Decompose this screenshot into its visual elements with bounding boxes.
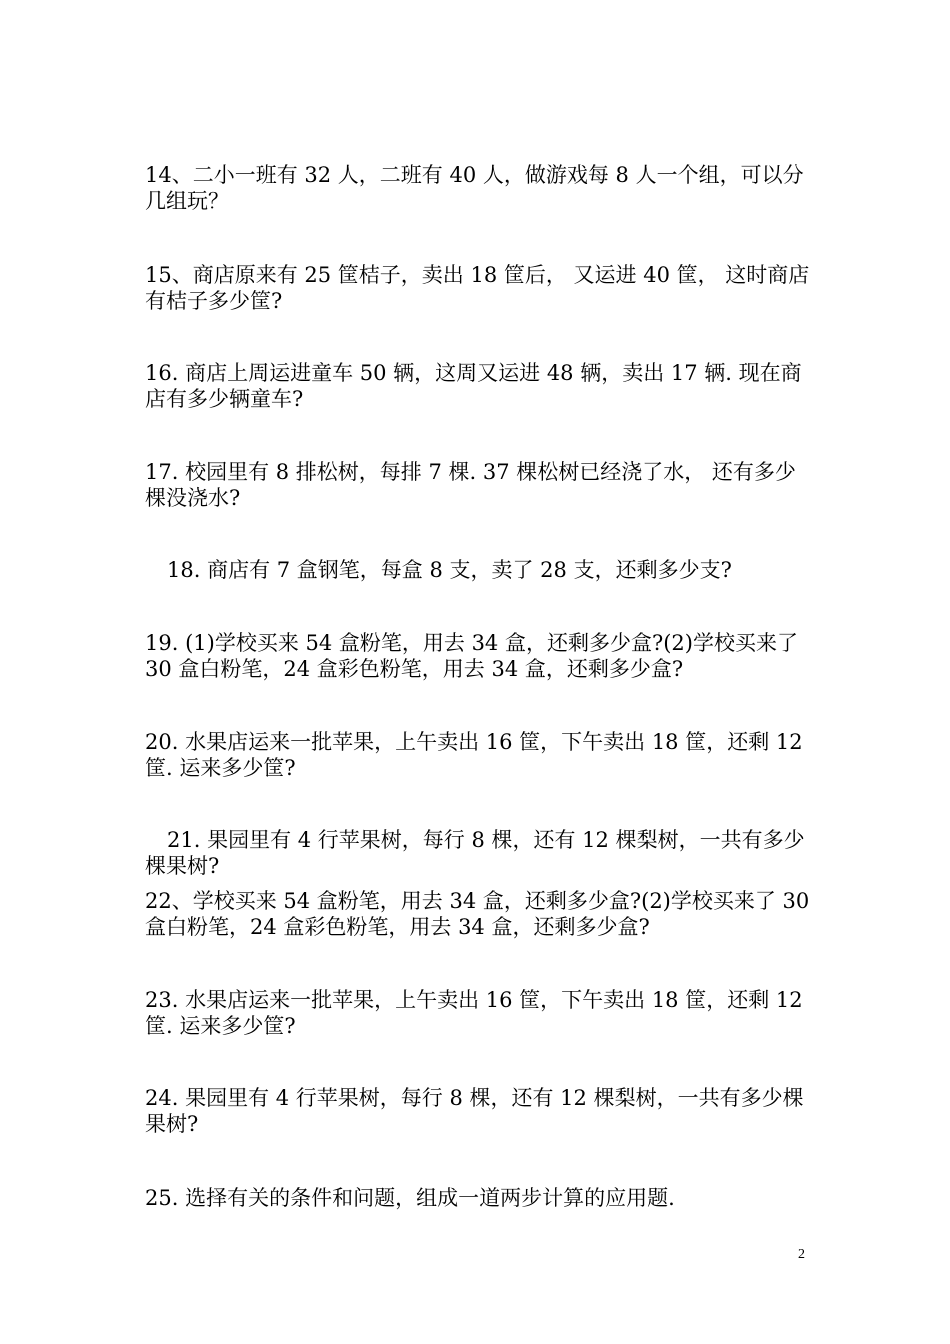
question-18: 18. 商店有 7 盒钢笔，每盒 8 支，卖了 28 支，还剩多少支? xyxy=(167,558,732,582)
page-number: 2 xyxy=(798,1247,805,1262)
question-24: 24. 果园里有 4 行苹果树，每行 8 棵，还有 12 棵梨树，一共有多少棵果树? xyxy=(145,1086,804,1136)
question-14: 14、二小一班有 32 人，二班有 40 人，做游戏每 8 人一个组，可以分几组玩？ xyxy=(145,163,804,213)
question-22: 22、学校买来 54 盒粉笔，用去 34 盒，还剩多少盒?(2)学校买来了 30 盒白粉笔，24 盒彩色粉笔，用去 34 盒，还剩多少盒? xyxy=(145,889,810,939)
question-25: 25. 选择有关的条件和问题，组成一道两步计算的应用题. xyxy=(145,1186,675,1210)
question-19: 19. (1)学校买来 54 盒粉笔，用去 34 盒，还剩多少盒?(2)学校买来了 30 盒白粉笔，24 盒彩色粉笔，用去 34 盒，还剩多少盒? xyxy=(145,631,798,681)
question-17: 17. 校园里有 8 排松树，每排 7 棵. 37 棵松树已经浇了水， 还有多少棵没浇水? xyxy=(145,460,796,510)
question-23: 23. 水果店运来一批苹果，上午卖出 16 筐，下午卖出 18 筐，还剩 12 筐. 运来多少筐? xyxy=(145,988,803,1038)
question-21: 21. 果园里有 4 行苹果树，每行 8 棵，还有 12 棵梨树，一共有多少棵果树? xyxy=(145,828,805,878)
question-15: 15、商店原来有 25 筐桔子，卖出 18 筐后， 又运进 40 筐， 这时商店有桔子多少筐? xyxy=(145,263,810,313)
question-16: 16. 商店上周运进童车 50 辆，这周又运进 48 辆，卖出 17 辆. 现在商店有多少辆童车? xyxy=(145,361,802,411)
question-20: 20. 水果店运来一批苹果，上午卖出 16 筐，下午卖出 18 筐，还剩 12 筐. 运来多少筐? xyxy=(145,730,803,780)
